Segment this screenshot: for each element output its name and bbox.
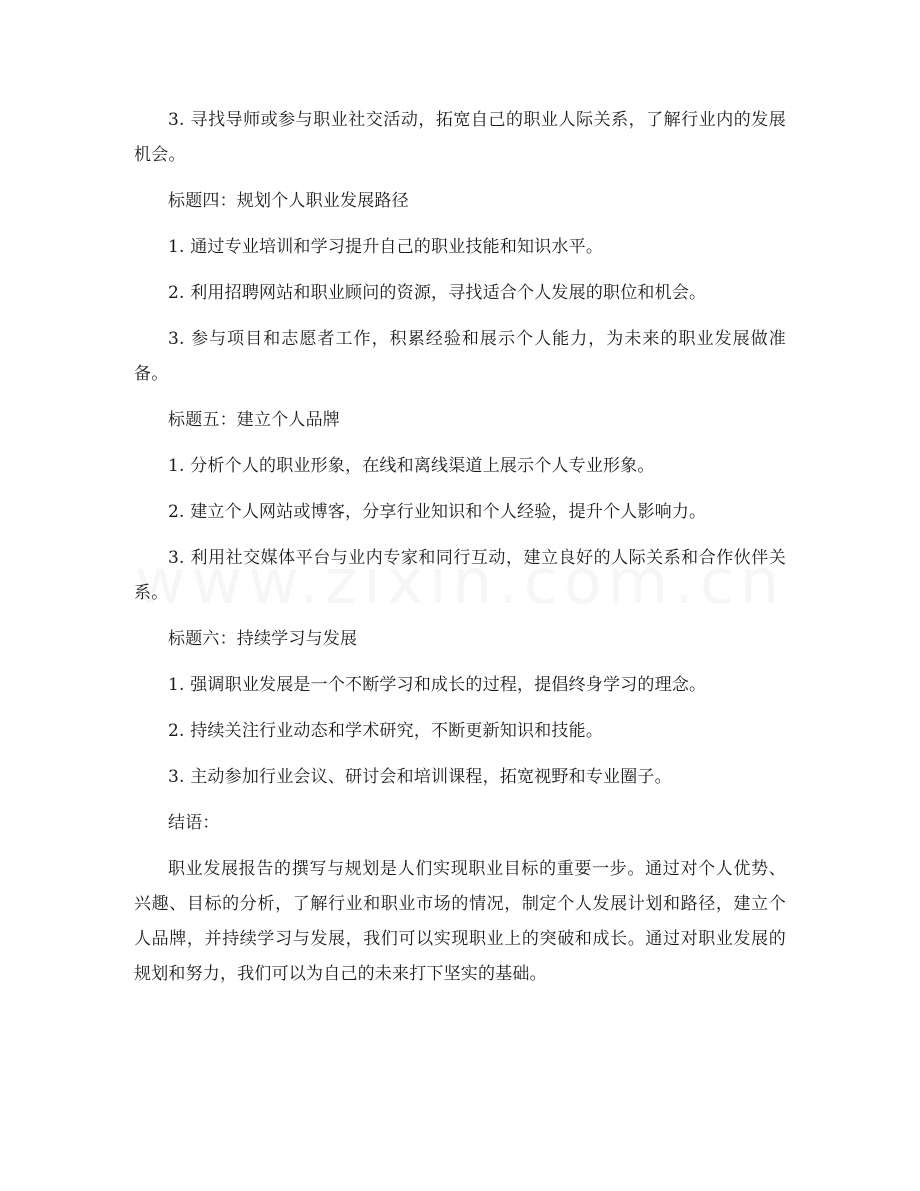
list-item: 1. 通过专业培训和学习提升自己的职业技能和知识水平。	[168, 237, 604, 257]
section-heading: 标题五：建立个人品牌	[168, 410, 340, 430]
list-item: 1. 强调职业发展是一个不断学习和成长的过程，提倡终身学习的理念。	[168, 675, 707, 695]
list-item: 3. 利用社交媒体平台与业内专家和同行互动，建立良好的人际关系和合作伙伴关系。	[134, 548, 786, 603]
list-item: 3. 参与项目和志愿者工作，积累经验和展示个人能力，为未来的职业发展做准备。	[134, 329, 786, 384]
list-item: 1. 分析个人的职业形象，在线和离线渠道上展示个人专业形象。	[168, 456, 655, 476]
list-item: 3. 主动参加行业会议、研讨会和培训课程，拓宽视野和专业圈子。	[168, 767, 672, 787]
conclusion-paragraph: 职业发展报告的撰写与规划是人们实现职业目标的重要一步。通过对个人优势、兴趣、目标的分析，了解行业和职业市场的情况，制定个人发展计划和路径，建立个人品牌，并持续学习与发展，我们可以实现职业上的突破和成长。通过对职业发展的规划和努力，我们可以为自己的未来打下坚实的基础。	[134, 859, 786, 984]
section-heading: 标题六：持续学习与发展	[168, 629, 358, 649]
list-item: 3. 寻找导师或参与职业社交活动，拓宽自己的职业人际关系，了解行业内的发展机会。	[134, 110, 786, 165]
list-item: 2. 利用招聘网站和职业顾问的资源，寻找适合个人发展的职位和机会。	[168, 283, 707, 303]
document-body	[134, 103, 786, 1003]
conclusion-heading: 结语：	[168, 813, 220, 833]
list-item: 2. 持续关注行业动态和学术研究，不断更新知识和技能。	[168, 721, 604, 741]
list-item: 2. 建立个人网站或博客，分享行业知识和个人经验，提升个人影响力。	[168, 502, 707, 522]
section-heading: 标题四：规划个人职业发展路径	[168, 191, 409, 211]
